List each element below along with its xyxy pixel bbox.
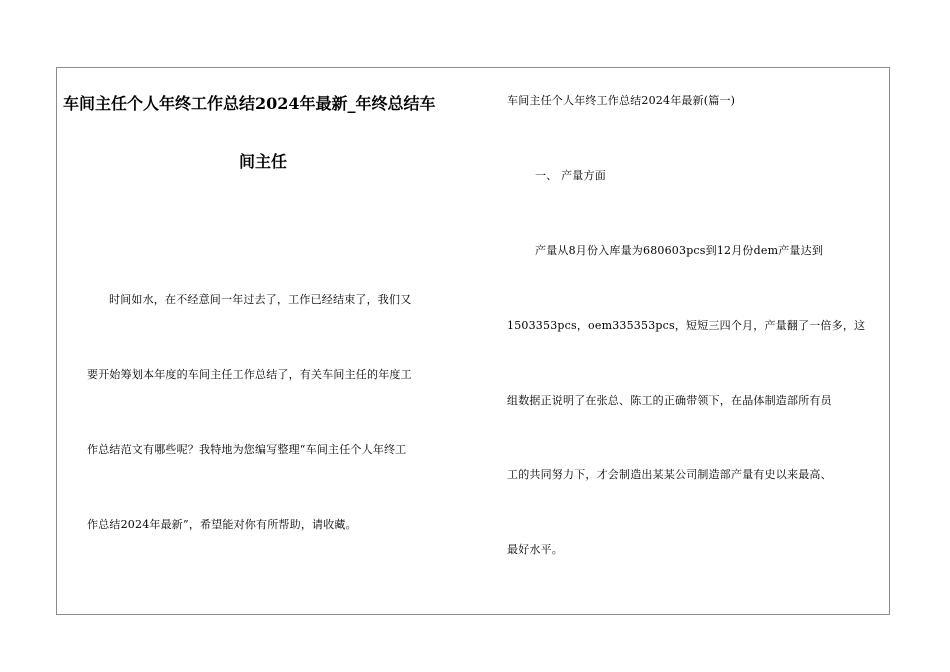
intro-line-1: 时间如水，在不经意间一年过去了，工作已经结束了，我们又 [109, 293, 412, 306]
left-column [57, 68, 477, 614]
right-column [507, 68, 887, 614]
intro-line-3: 作总结范文有哪些呢？我特地为您编写整理“车间主任个人年终工 [87, 443, 407, 456]
intro-line-2: 要开始筹划本年度的车间主任工作总结了，有关车间主任的年度工 [87, 368, 412, 381]
body-line-1: 产量从8月份入库量为680603pcs到12月份dem产量达到 [535, 244, 824, 257]
section-heading: 一、 产量方面 [535, 169, 606, 182]
intro-line-4: 作总结2024年最新”，希望能对你有所帮助，请收藏。 [87, 518, 357, 531]
body-line-4: 工的共同努力下，才会制造出某某公司制造部产量有史以来最高、 [507, 468, 832, 481]
body-line-2: 1503353pcs，oem335353pcs，短短三四个月，产量翻了一倍多，这 [507, 319, 866, 332]
document-title: 车间主任个人年终工作总结2024年最新_年终总结车 [63, 94, 436, 113]
article-heading: 车间主任个人年终工作总结2024年最新(篇一) [507, 94, 736, 107]
body-line-5: 最好水平。 [507, 543, 563, 556]
document-title-continued: 间主任 [238, 152, 287, 171]
document-page [56, 67, 890, 615]
body-line-3: 组数据正说明了在张总、陈工的正确带领下，在晶体制造部所有员 [507, 394, 832, 407]
